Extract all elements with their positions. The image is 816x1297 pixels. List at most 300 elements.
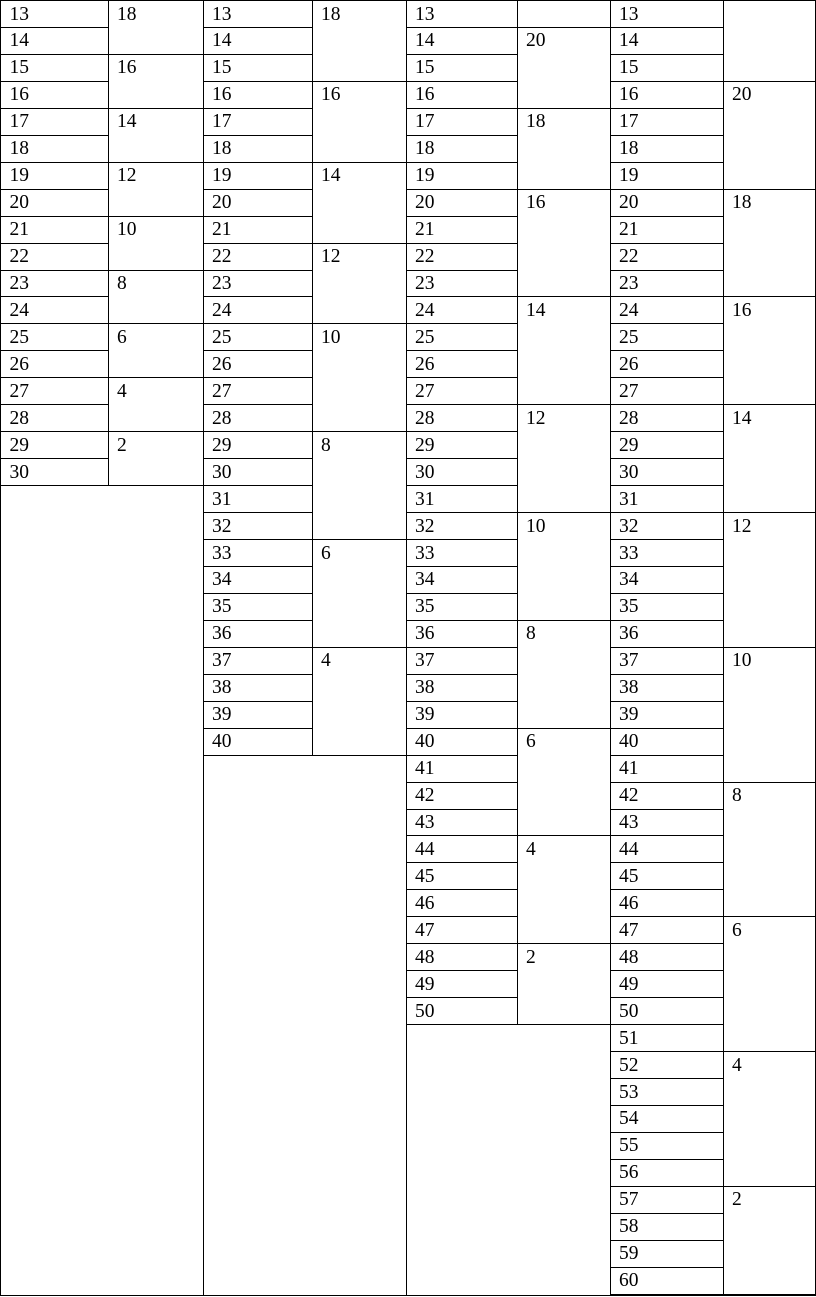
rule-horizontal — [0, 27, 109, 28]
rule-horizontal — [0, 431, 109, 432]
rule-horizontal — [610, 755, 724, 756]
rule-vertical — [406, 0, 407, 1296]
row-number: 37 — [415, 650, 435, 672]
row-number: 14 — [9, 30, 29, 52]
row-number: 35 — [415, 596, 435, 618]
group-label: 14 — [321, 165, 341, 187]
rule-horizontal — [517, 620, 611, 621]
rule-horizontal — [610, 270, 724, 271]
rule-vertical — [723, 0, 724, 1295]
rule-horizontal — [406, 323, 518, 324]
rule-horizontal — [610, 1267, 724, 1268]
group-label: 4 — [526, 838, 536, 860]
row-number: 24 — [415, 299, 435, 321]
row-number: 15 — [619, 57, 639, 79]
rule-horizontal — [610, 1024, 724, 1025]
row-number: 19 — [9, 165, 29, 187]
rule-horizontal — [610, 1132, 724, 1133]
row-number: 36 — [415, 623, 435, 645]
group-label: 12 — [732, 515, 752, 537]
group-label: 10 — [526, 515, 546, 537]
rule-horizontal — [610, 1051, 724, 1052]
rule-horizontal — [406, 162, 518, 163]
rule-horizontal — [203, 701, 313, 702]
row-number: 22 — [212, 246, 232, 268]
row-number: 13 — [619, 3, 639, 25]
row-number: 16 — [619, 84, 639, 106]
rule-horizontal — [406, 216, 518, 217]
rule-horizontal — [406, 809, 518, 810]
row-number: 26 — [415, 353, 435, 375]
rule-horizontal — [610, 997, 724, 998]
group-label: 16 — [732, 299, 752, 321]
rule-horizontal — [610, 485, 724, 486]
rule-horizontal — [406, 862, 518, 863]
rule-horizontal — [610, 216, 724, 217]
row-number: 29 — [619, 434, 639, 456]
rule-horizontal — [406, 755, 518, 756]
rule-horizontal — [610, 1078, 724, 1079]
rule-horizontal — [406, 270, 518, 271]
row-number: 28 — [415, 407, 435, 429]
rule-horizontal — [203, 350, 313, 351]
group-label: 20 — [732, 84, 752, 106]
group-label: 6 — [321, 542, 331, 564]
rule-horizontal — [406, 135, 518, 136]
row-number: 33 — [415, 542, 435, 564]
rule-horizontal — [610, 701, 724, 702]
rule-horizontal — [203, 0, 313, 1]
rule-horizontal — [517, 189, 611, 190]
row-number: 21 — [9, 219, 29, 241]
rule-horizontal — [203, 27, 313, 28]
rule-horizontal — [406, 539, 518, 540]
row-number: 16 — [9, 84, 29, 106]
group-label: 16 — [117, 57, 137, 79]
rule-horizontal — [203, 108, 313, 109]
row-number: 38 — [212, 677, 232, 699]
rule-horizontal — [312, 243, 407, 244]
row-number: 15 — [415, 57, 435, 79]
rule-horizontal — [610, 54, 724, 55]
rule-horizontal — [406, 108, 518, 109]
rule-horizontal — [610, 943, 724, 944]
row-number: 46 — [415, 892, 435, 914]
row-number: 14 — [619, 30, 639, 52]
rule-horizontal — [312, 539, 407, 540]
row-number: 25 — [619, 326, 639, 348]
rule-horizontal — [203, 755, 313, 756]
rule-horizontal — [406, 647, 518, 648]
group-label: 18 — [732, 192, 752, 214]
row-number: 30 — [9, 461, 29, 483]
rule-horizontal — [406, 701, 518, 702]
rule-horizontal — [517, 1024, 611, 1025]
rule-horizontal — [610, 0, 724, 1]
row-number: 27 — [9, 380, 29, 402]
rule-horizontal — [610, 81, 724, 82]
rule-horizontal — [610, 404, 724, 405]
rule-horizontal — [610, 916, 724, 917]
rule-horizontal — [108, 323, 204, 324]
group-label: 20 — [526, 30, 546, 52]
row-number: 42 — [415, 785, 435, 807]
rule-horizontal — [312, 0, 407, 1]
rule-vertical — [108, 0, 109, 486]
row-number: 19 — [212, 165, 232, 187]
row-number: 60 — [619, 1270, 639, 1292]
row-number: 28 — [212, 407, 232, 429]
row-number: 20 — [619, 192, 639, 214]
row-number: 24 — [619, 299, 639, 321]
rule-horizontal — [0, 135, 109, 136]
rule-horizontal — [610, 1186, 724, 1187]
row-number: 49 — [619, 973, 639, 995]
row-number: 41 — [619, 758, 639, 780]
group-label: 16 — [321, 84, 341, 106]
row-number: 23 — [212, 273, 232, 294]
group-label: 4 — [732, 1054, 742, 1076]
rule-horizontal — [517, 835, 611, 836]
row-number: 23 — [415, 273, 435, 294]
row-number: 45 — [619, 865, 639, 887]
rule-horizontal — [610, 593, 724, 594]
row-number: 18 — [619, 138, 639, 160]
rule-horizontal — [610, 782, 724, 783]
rule-horizontal — [203, 647, 313, 648]
rule-horizontal — [610, 1240, 724, 1241]
row-number: 13 — [212, 3, 232, 25]
row-number: 57 — [619, 1189, 639, 1211]
rule-horizontal — [0, 296, 109, 297]
rule-horizontal — [0, 404, 109, 405]
rule-horizontal — [610, 323, 724, 324]
row-number: 25 — [212, 326, 232, 348]
row-number: 48 — [415, 946, 435, 968]
rule-horizontal — [610, 728, 724, 729]
row-number: 40 — [415, 731, 435, 753]
row-number: 16 — [415, 84, 435, 106]
row-number: 17 — [619, 111, 639, 133]
row-number: 49 — [415, 973, 435, 995]
rule-horizontal — [406, 943, 518, 944]
row-number: 24 — [212, 299, 232, 321]
row-number: 37 — [619, 650, 639, 672]
row-number: 18 — [9, 138, 29, 160]
rule-horizontal — [203, 566, 313, 567]
rule-horizontal — [203, 458, 313, 459]
group-label: 18 — [321, 3, 341, 25]
row-number: 32 — [619, 515, 639, 537]
rule-horizontal — [108, 54, 204, 55]
rule-horizontal — [203, 593, 313, 594]
rule-horizontal — [610, 350, 724, 351]
row-number: 40 — [212, 731, 232, 753]
row-number: 17 — [212, 111, 232, 133]
rule-vertical — [517, 0, 518, 1025]
group-label — [723, 1, 816, 28]
row-number: 59 — [619, 1243, 639, 1265]
row-number: 33 — [212, 542, 232, 564]
row-number: 42 — [619, 785, 639, 807]
row-number: 14 — [415, 30, 435, 52]
group-label: 12 — [526, 407, 546, 429]
row-number: 54 — [619, 1108, 639, 1130]
rule-horizontal — [406, 189, 518, 190]
rule-horizontal — [517, 296, 611, 297]
rule-horizontal — [406, 916, 518, 917]
group-label: 6 — [526, 731, 536, 753]
rule-horizontal — [0, 243, 109, 244]
rule-horizontal — [312, 81, 407, 82]
rule-horizontal — [406, 782, 518, 783]
row-number: 21 — [619, 219, 639, 241]
row-number: 23 — [619, 273, 639, 294]
row-number: 19 — [619, 165, 639, 187]
rule-vertical — [0, 0, 1, 1296]
row-number: 13 — [415, 3, 435, 25]
row-number: 25 — [9, 326, 29, 348]
row-number: 46 — [619, 892, 639, 914]
group-label: 2 — [526, 946, 536, 968]
rule-horizontal — [0, 81, 109, 82]
row-number: 29 — [212, 434, 232, 456]
row-number: 16 — [212, 84, 232, 106]
rule-horizontal — [610, 1213, 724, 1214]
row-number: 30 — [619, 461, 639, 483]
row-number: 50 — [415, 1000, 435, 1022]
row-number: 27 — [212, 380, 232, 402]
rule-vertical — [610, 0, 611, 1296]
rule-horizontal — [517, 27, 611, 28]
rule-horizontal — [723, 782, 816, 783]
rule-horizontal — [406, 835, 518, 836]
row-number: 58 — [619, 1216, 639, 1238]
rule-horizontal — [406, 350, 518, 351]
rule-horizontal — [610, 1105, 724, 1106]
row-number: 36 — [619, 623, 639, 645]
row-number: 28 — [619, 407, 639, 429]
row-number: 39 — [212, 704, 232, 726]
row-number: 50 — [619, 1000, 639, 1022]
row-number: 39 — [415, 704, 435, 726]
row-number: 43 — [619, 812, 639, 833]
rule-horizontal — [0, 162, 109, 163]
rule-horizontal — [610, 162, 724, 163]
row-number: 39 — [619, 704, 639, 726]
row-number: 21 — [415, 219, 435, 241]
rule-horizontal — [406, 620, 518, 621]
rule-horizontal — [203, 54, 313, 55]
row-number: 14 — [212, 30, 232, 52]
rule-horizontal — [406, 27, 518, 28]
rule-horizontal — [203, 216, 313, 217]
rule-horizontal — [723, 81, 816, 82]
row-number: 32 — [415, 515, 435, 537]
rule-horizontal — [312, 755, 407, 756]
row-number: 35 — [619, 596, 639, 618]
row-number: 17 — [415, 111, 435, 133]
rule-horizontal — [610, 108, 724, 109]
row-number: 38 — [619, 677, 639, 699]
row-number: 48 — [619, 946, 639, 968]
group-label: 10 — [117, 219, 137, 241]
group-label: 18 — [526, 111, 546, 133]
row-number: 34 — [212, 569, 232, 591]
group-label: 4 — [117, 380, 127, 402]
row-number: 45 — [415, 865, 435, 887]
rule-horizontal — [406, 0, 518, 1]
row-number: 26 — [9, 353, 29, 375]
row-number: 43 — [415, 812, 435, 833]
row-number: 31 — [212, 488, 232, 510]
row-number: 17 — [9, 111, 29, 133]
rule-horizontal — [610, 1159, 724, 1160]
rule-horizontal — [406, 485, 518, 486]
group-label: 8 — [117, 273, 127, 294]
rule-horizontal — [203, 270, 313, 271]
rule-horizontal — [406, 54, 518, 55]
row-number: 31 — [619, 488, 639, 510]
group-label: 18 — [117, 3, 137, 25]
rule-horizontal — [0, 350, 109, 351]
rule-horizontal — [610, 970, 724, 971]
rule-horizontal — [203, 243, 313, 244]
rule-horizontal — [610, 296, 724, 297]
rule-horizontal — [723, 916, 816, 917]
rule-horizontal — [0, 108, 109, 109]
group-label: 8 — [732, 785, 742, 807]
row-number: 19 — [415, 165, 435, 187]
group-label: 16 — [526, 192, 546, 214]
rule-horizontal — [610, 674, 724, 675]
row-number: 26 — [619, 353, 639, 375]
rule-horizontal — [610, 566, 724, 567]
row-number: 28 — [9, 407, 29, 429]
rule-horizontal — [203, 431, 313, 432]
group-label: 6 — [117, 326, 127, 348]
rule-horizontal — [203, 485, 313, 486]
group-label: 14 — [526, 299, 546, 321]
row-number: 15 — [9, 57, 29, 79]
group-label: 10 — [732, 650, 752, 672]
rule-horizontal — [312, 323, 407, 324]
rule-horizontal — [108, 485, 204, 486]
row-number: 55 — [619, 1135, 639, 1157]
row-number: 53 — [619, 1081, 639, 1103]
row-number: 29 — [415, 434, 435, 456]
rule-horizontal — [610, 243, 724, 244]
rule-horizontal — [108, 431, 204, 432]
rule-horizontal — [0, 1295, 816, 1296]
row-number: 33 — [619, 542, 639, 564]
rule-horizontal — [203, 81, 313, 82]
rule-horizontal — [517, 0, 611, 1]
rule-horizontal — [517, 728, 611, 729]
rule-horizontal — [0, 458, 109, 459]
rule-horizontal — [723, 647, 816, 648]
row-number: 51 — [619, 1027, 639, 1049]
row-number: 52 — [619, 1054, 639, 1076]
row-number: 37 — [212, 650, 232, 672]
rule-horizontal — [723, 189, 816, 190]
rule-horizontal — [203, 296, 313, 297]
rule-horizontal — [406, 674, 518, 675]
rule-horizontal — [723, 0, 816, 1]
group-label: 10 — [321, 326, 341, 348]
rule-horizontal — [723, 404, 816, 405]
row-number: 32 — [212, 515, 232, 537]
rule-horizontal — [610, 809, 724, 810]
rule-horizontal — [406, 566, 518, 567]
row-number: 23 — [9, 273, 29, 294]
row-number: 18 — [415, 138, 435, 160]
group-label: 8 — [526, 623, 536, 645]
rule-horizontal — [406, 512, 518, 513]
group-label: 8 — [321, 434, 331, 456]
rule-horizontal — [203, 620, 313, 621]
rule-horizontal — [312, 431, 407, 432]
group-label: 12 — [117, 165, 137, 187]
row-number: 35 — [212, 596, 232, 618]
rule-horizontal — [517, 108, 611, 109]
row-number: 47 — [415, 919, 435, 941]
rule-horizontal — [610, 647, 724, 648]
group-label: 14 — [117, 111, 137, 133]
rule-horizontal — [610, 539, 724, 540]
row-number: 20 — [415, 192, 435, 214]
rule-horizontal — [723, 1051, 816, 1052]
rule-horizontal — [0, 189, 109, 190]
row-number: 21 — [212, 219, 232, 241]
row-number: 30 — [415, 461, 435, 483]
rule-horizontal — [406, 377, 518, 378]
group-label: 4 — [321, 650, 331, 672]
group-label: 6 — [732, 919, 742, 941]
row-number: 40 — [619, 731, 639, 753]
rule-horizontal — [203, 539, 313, 540]
rule-horizontal — [0, 377, 109, 378]
rule-horizontal — [406, 81, 518, 82]
rule-horizontal — [610, 862, 724, 863]
rule-horizontal — [517, 512, 611, 513]
row-number: 20 — [212, 192, 232, 214]
row-number: 27 — [415, 380, 435, 402]
rule-horizontal — [610, 620, 724, 621]
rule-horizontal — [0, 485, 109, 486]
row-number: 15 — [212, 57, 232, 79]
row-number: 44 — [415, 838, 435, 860]
rule-horizontal — [610, 27, 724, 28]
rule-horizontal — [406, 970, 518, 971]
row-number: 30 — [212, 461, 232, 483]
rule-horizontal — [610, 835, 724, 836]
rule-horizontal — [406, 243, 518, 244]
row-number: 31 — [415, 488, 435, 510]
rule-horizontal — [406, 889, 518, 890]
rule-horizontal — [723, 1186, 816, 1187]
rule-horizontal — [406, 997, 518, 998]
rule-horizontal — [203, 135, 313, 136]
rule-horizontal — [406, 728, 518, 729]
row-number: 29 — [9, 434, 29, 456]
rule-horizontal — [723, 512, 816, 513]
row-number: 24 — [9, 299, 29, 321]
rule-horizontal — [610, 377, 724, 378]
rule-horizontal — [610, 135, 724, 136]
rule-horizontal — [406, 458, 518, 459]
group-label: 14 — [732, 407, 752, 429]
